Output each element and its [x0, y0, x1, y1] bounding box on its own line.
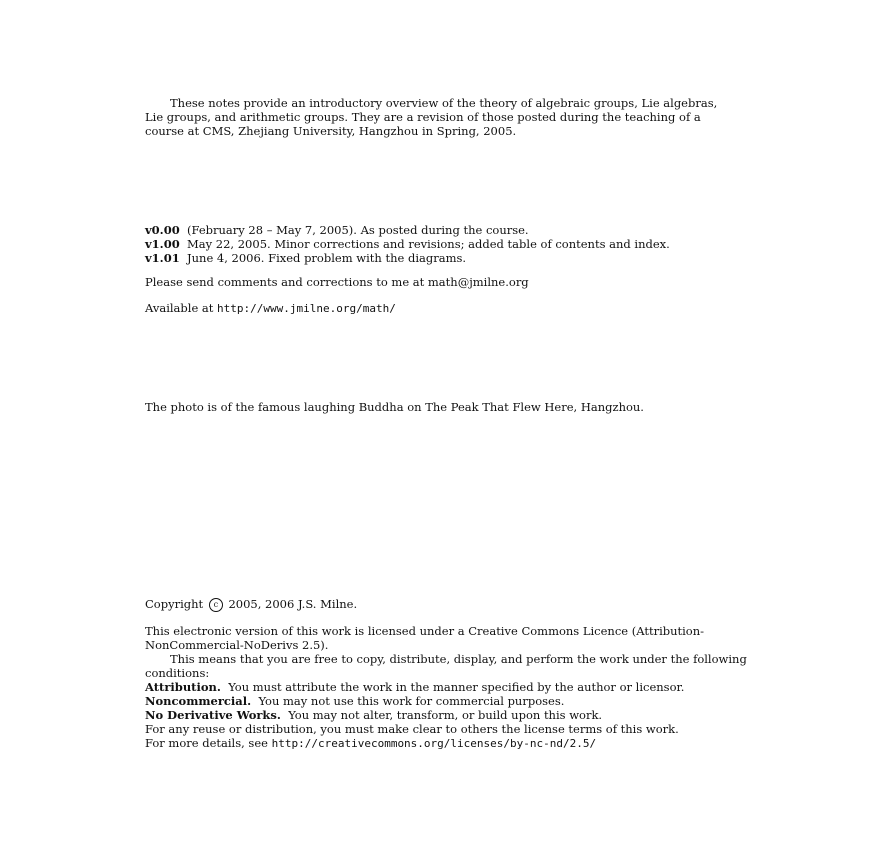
version-text: May 22, 2005. Minor corrections and revisions; added table of contents and index. — [187, 237, 670, 251]
condition-text: You may not alter, transform, or build upon this work. — [288, 708, 603, 722]
version-entry — [145, 223, 753, 237]
condition-text: You must attribute the work in the manner specified by the author or licensor. — [228, 680, 685, 694]
license-details-prefix: For more details, see — [145, 736, 268, 750]
availability-prefix: Available at — [145, 301, 214, 315]
version-entry — [145, 237, 753, 251]
condition-text: You may not use this work for commercial purposes. — [258, 694, 565, 708]
availability-line — [145, 301, 753, 316]
intro-paragraph: These notes provide an introductory overview of the theory of algebraic groups, Lie algebras, Lie groups, and arithmetic groups. They are a revision of those posted during the teaching of a course at CMS, Zhejiang University, Hangzhou in Spring, 2005. — [145, 96, 718, 138]
photo-caption: The photo is of the famous laughing Buddha on The Peak That Flew Here, Hangzhou. — [145, 400, 644, 414]
condition-title: Noncommercial. — [145, 694, 252, 708]
version-entry — [145, 251, 753, 265]
version-text: (February 28 – May 7, 2005). As posted during the course. — [187, 223, 529, 237]
availability-url[interactable]: http://www.jmilne.org/math/ — [217, 302, 396, 315]
version-label: v0.00 — [145, 223, 180, 237]
copyright-line — [145, 597, 753, 612]
copyright-prefix: Copyright — [145, 597, 204, 611]
license-reuse: For any reuse or distribution, you must make clear to others the license terms of this work. — [145, 722, 679, 736]
license-means: This means that you are free to copy, distribute, display, and perform the work under the following conditions: — [145, 652, 747, 680]
version-text: June 4, 2006. Fixed problem with the diagrams. — [187, 251, 467, 265]
condition-title: Attribution. — [145, 680, 221, 694]
contact-line: Please send comments and corrections to me at math@jmilne.org — [145, 275, 529, 289]
copyright-text: 2005, 2006 J.S. Milne. — [228, 597, 358, 611]
version-label: v1.00 — [145, 237, 180, 251]
license-url[interactable]: http://creativecommons.org/licenses/by-nc-nd/2.5/ — [271, 737, 597, 750]
version-history — [145, 223, 753, 265]
copyright-icon: c — [209, 598, 223, 612]
license-condition — [145, 680, 753, 694]
license-intro: This electronic version of this work is licensed under a Creative Commons Licence (Attribution-NonCommercial-NoDerivs 2.5). — [145, 624, 705, 652]
license-details — [145, 736, 753, 751]
condition-title: No Derivative Works. — [145, 708, 281, 722]
license-block — [145, 624, 753, 751]
version-label: v1.01 — [145, 251, 180, 265]
license-condition — [145, 694, 753, 708]
license-condition — [145, 708, 753, 722]
